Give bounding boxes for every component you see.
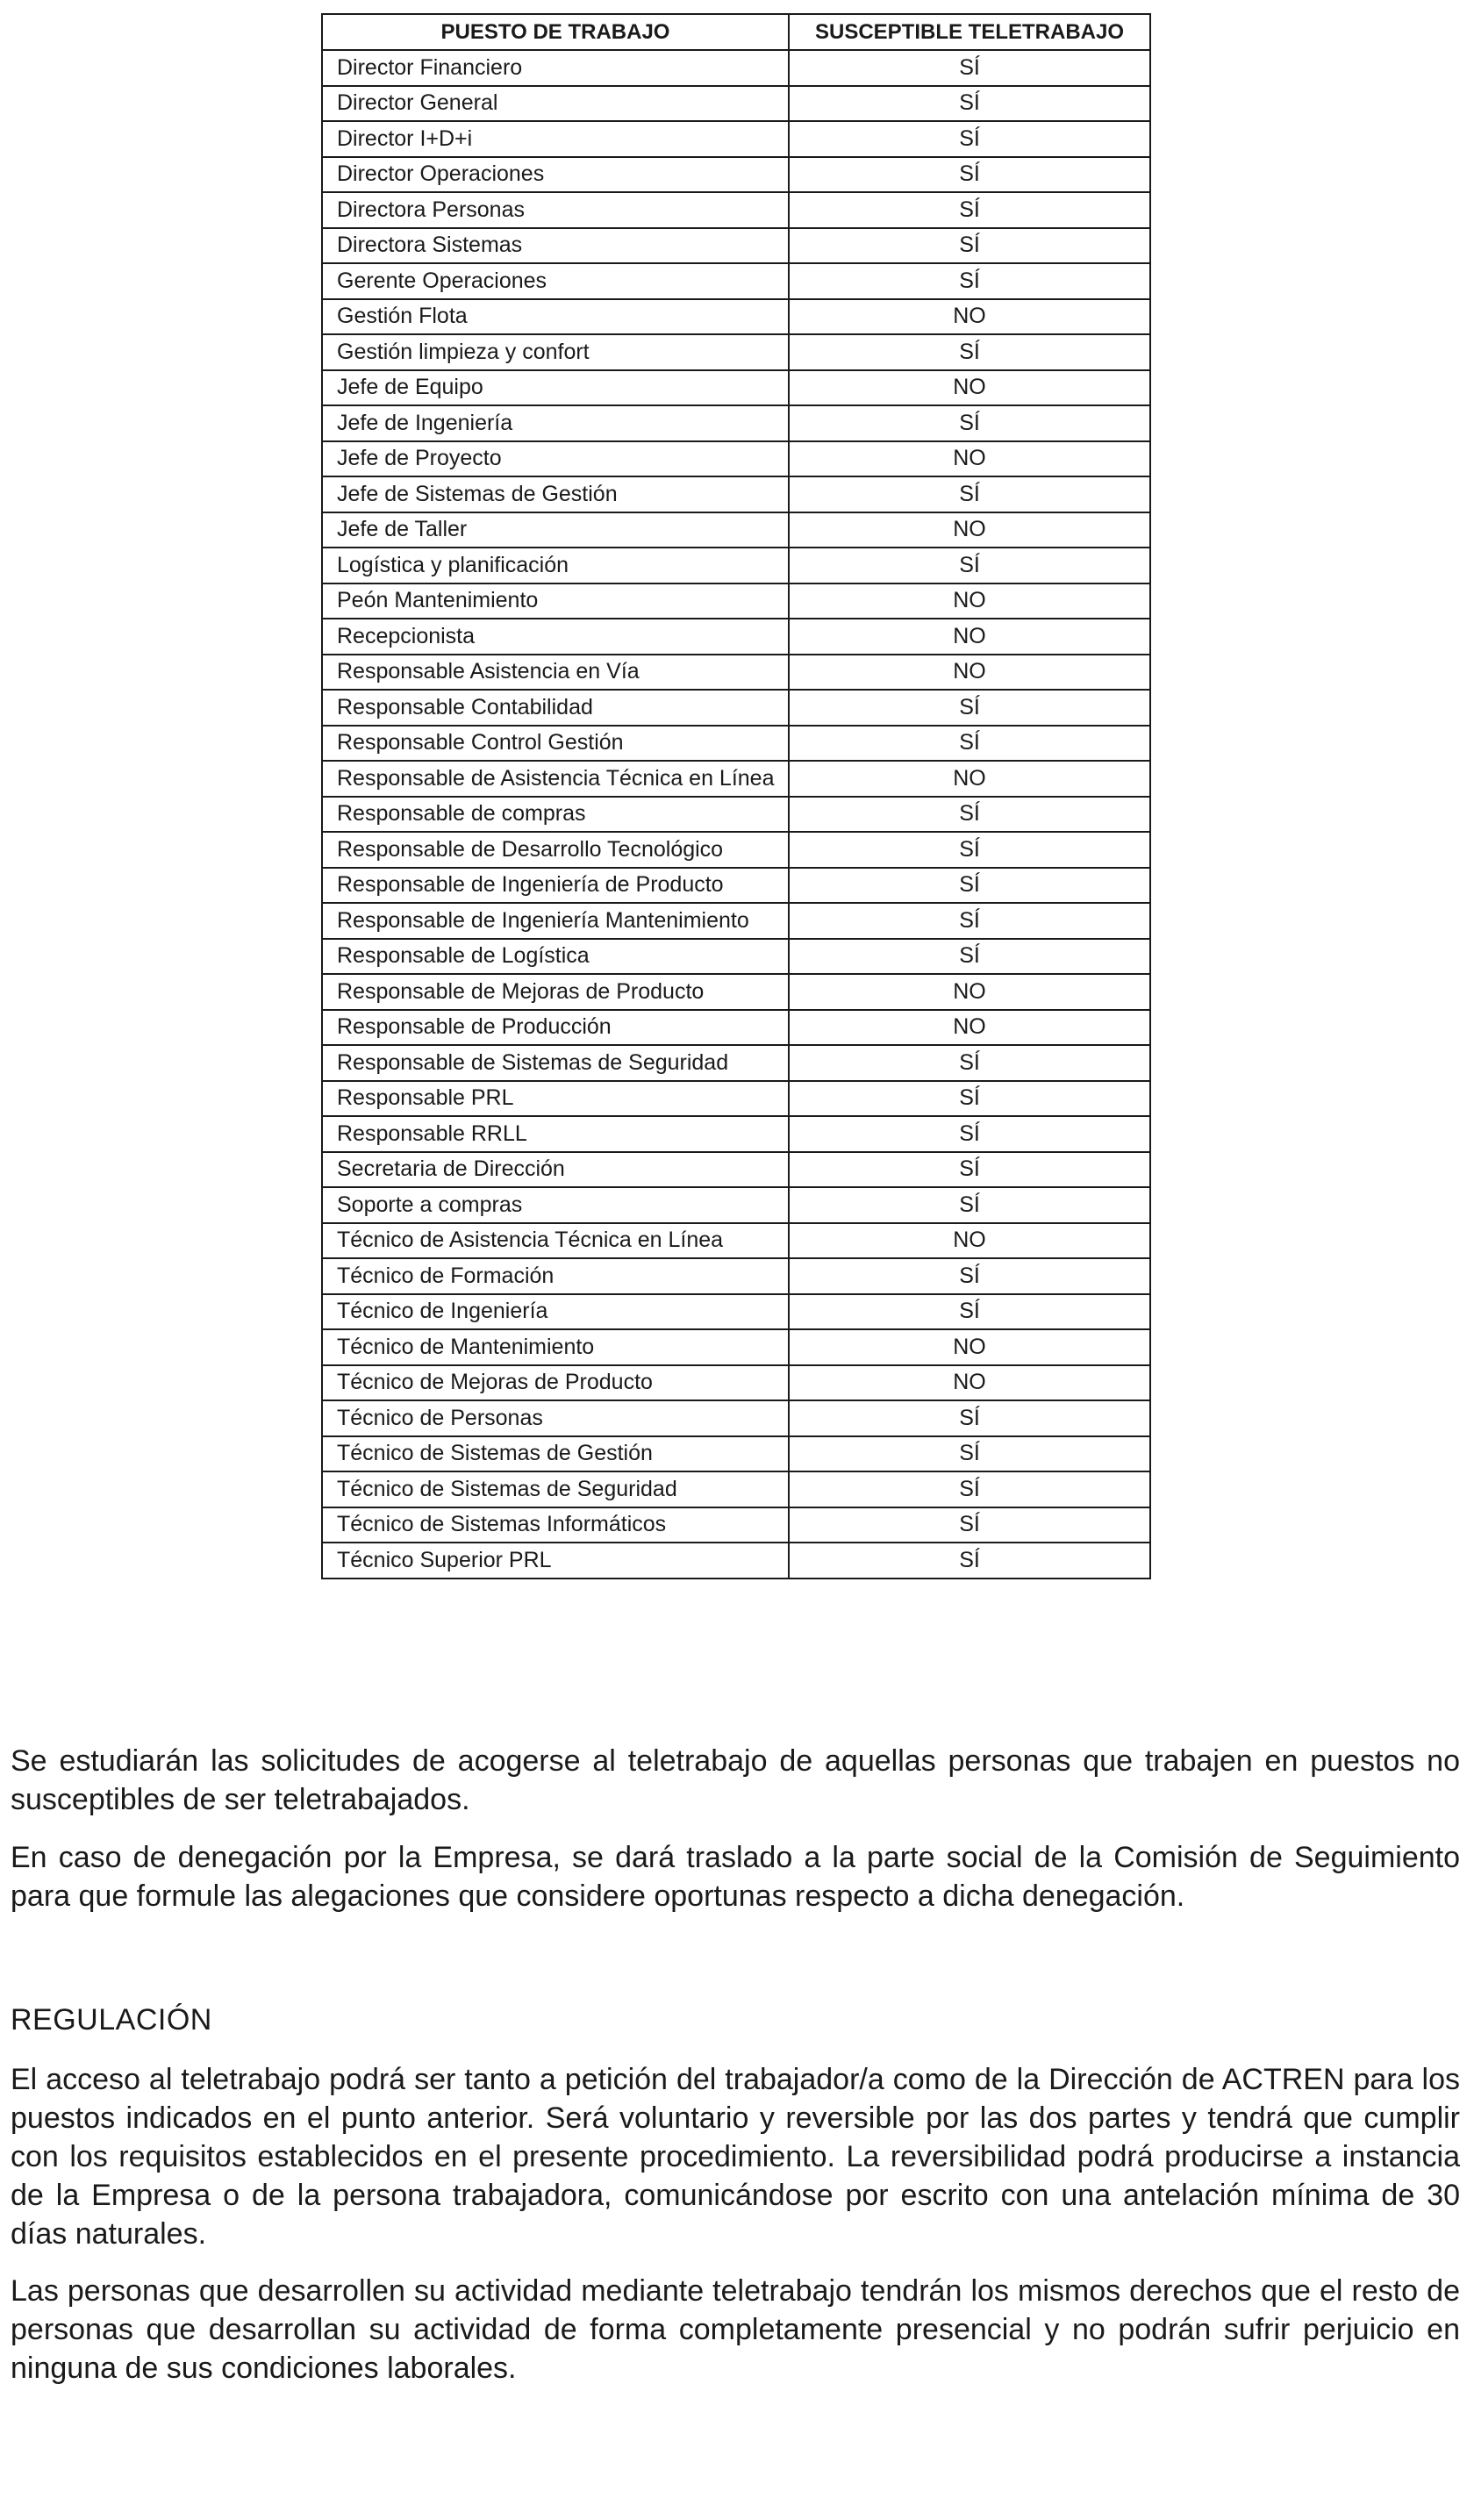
table-row	[322, 1400, 1150, 1436]
telework-eligibility-cell: SÍ	[789, 832, 1150, 868]
position-cell: Gestión limpieza y confort	[322, 334, 789, 370]
telework-eligibility-cell: SÍ	[789, 939, 1150, 975]
telework-eligibility-cell: NO	[789, 512, 1150, 548]
telework-eligibility-cell: SÍ	[789, 86, 1150, 122]
table-row	[322, 370, 1150, 406]
position-cell: Director Financiero	[322, 50, 789, 86]
table-row	[322, 1010, 1150, 1046]
table-row	[322, 690, 1150, 726]
position-cell: Responsable RRLL	[322, 1116, 789, 1152]
position-cell: Técnico de Mantenimiento	[322, 1329, 789, 1365]
position-cell: Recepcionista	[322, 619, 789, 655]
position-cell: Técnico de Asistencia Técnica en Línea	[322, 1223, 789, 1259]
telework-eligibility-cell: SÍ	[789, 1436, 1150, 1472]
telework-eligibility-cell: NO	[789, 1010, 1150, 1046]
position-cell: Técnico de Mejoras de Producto	[322, 1365, 789, 1401]
table-row	[322, 1081, 1150, 1117]
table-row	[322, 832, 1150, 868]
telework-eligibility-cell: SÍ	[789, 1294, 1150, 1330]
telework-eligibility-cell: SÍ	[789, 263, 1150, 299]
position-cell: Responsable de Producción	[322, 1010, 789, 1046]
table-row	[322, 1365, 1150, 1401]
table-row	[322, 939, 1150, 975]
telework-eligibility-cell: NO	[789, 761, 1150, 797]
column-header-position: PUESTO DE TRABAJO	[322, 14, 789, 50]
position-cell: Jefe de Equipo	[322, 370, 789, 406]
table-row	[322, 1152, 1150, 1188]
telework-eligibility-cell: SÍ	[789, 1471, 1150, 1507]
telework-eligibility-cell: SÍ	[789, 1543, 1150, 1579]
telework-eligibility-cell: SÍ	[789, 548, 1150, 583]
table-row	[322, 441, 1150, 477]
telework-eligibility-cell: NO	[789, 370, 1150, 406]
table-row	[322, 1187, 1150, 1223]
position-cell: Responsable Contabilidad	[322, 690, 789, 726]
telework-eligibility-cell: SÍ	[789, 228, 1150, 264]
telework-eligibility-cell: SÍ	[789, 157, 1150, 193]
table-row	[322, 583, 1150, 619]
table-row	[322, 121, 1150, 157]
table-body	[322, 50, 1150, 1579]
table-row	[322, 761, 1150, 797]
telework-eligibility-cell: SÍ	[789, 797, 1150, 833]
paragraph-rights: Las personas que desarrollen su actividad mediante teletrabajo tendrán los mismos derechos que el resto de personas que desarrollan su actividad de forma completamente presencial y no podrán sufrir perjuicio en ninguna de sus condiciones laborales.	[11, 2274, 1460, 2385]
position-cell: Responsable de Sistemas de Seguridad	[322, 1045, 789, 1081]
telework-eligibility-cell: SÍ	[789, 1258, 1150, 1294]
telework-eligibility-cell: SÍ	[789, 1045, 1150, 1081]
position-cell: Director I+D+i	[322, 121, 789, 157]
telework-eligibility-cell: NO	[789, 441, 1150, 477]
position-cell: Técnico de Sistemas de Gestión	[322, 1436, 789, 1472]
table-row	[322, 1258, 1150, 1294]
table-row	[322, 619, 1150, 655]
position-cell: Técnico de Formación	[322, 1258, 789, 1294]
table-row	[322, 797, 1150, 833]
telework-eligibility-cell: SÍ	[789, 1507, 1150, 1543]
table-row	[322, 548, 1150, 583]
telework-eligibility-cell: SÍ	[789, 334, 1150, 370]
telework-eligibility-cell: SÍ	[789, 1116, 1150, 1152]
position-cell: Logística y planificación	[322, 548, 789, 583]
telework-eligibility-cell: NO	[789, 299, 1150, 335]
telework-eligibility-cell: NO	[789, 1223, 1150, 1259]
telework-eligibility-cell: SÍ	[789, 1152, 1150, 1188]
telework-eligibility-cell: SÍ	[789, 903, 1150, 939]
position-cell: Responsable de compras	[322, 797, 789, 833]
telework-positions-table	[321, 13, 1151, 1579]
position-cell: Directora Personas	[322, 192, 789, 228]
position-cell: Responsable de Asistencia Técnica en Línea	[322, 761, 789, 797]
telework-eligibility-cell: SÍ	[789, 405, 1150, 441]
table-row	[322, 86, 1150, 122]
position-cell: Responsable de Ingeniería Mantenimiento	[322, 903, 789, 939]
table-row	[322, 1543, 1150, 1579]
position-cell: Jefe de Ingeniería	[322, 405, 789, 441]
position-cell: Gestión Flota	[322, 299, 789, 335]
position-cell: Responsable de Ingeniería de Producto	[322, 868, 789, 904]
table-row	[322, 1294, 1150, 1330]
column-header-telework: SUSCEPTIBLE TELETRABAJO	[789, 14, 1150, 50]
telework-eligibility-cell: SÍ	[789, 1187, 1150, 1223]
table-row	[322, 476, 1150, 512]
position-cell: Responsable de Desarrollo Tecnológico	[322, 832, 789, 868]
position-cell: Técnico Superior PRL	[322, 1543, 789, 1579]
table-header-row	[322, 14, 1150, 50]
table-row	[322, 1507, 1150, 1543]
table-row	[322, 726, 1150, 762]
table-row	[322, 1471, 1150, 1507]
telework-eligibility-cell: SÍ	[789, 868, 1150, 904]
telework-eligibility-cell: NO	[789, 1329, 1150, 1365]
telework-eligibility-cell: SÍ	[789, 1081, 1150, 1117]
table-row	[322, 228, 1150, 264]
paragraph-access: El acceso al teletrabajo podrá ser tanto a petición del trabajador/a como de la Dirección de ACTREN para los puestos indicados en el punto anterior. Será voluntario y reversible por las dos partes y tendrá que cumplir con los requisitos establecidos en el presente procedimiento. La reversibilidad podrá producirse a instancia de la Empresa o de la persona trabajadora, comunicándose por escrito con una antelación mínima de 30 días naturales.	[11, 2063, 1460, 2251]
paragraph-requests: Se estudiarán las solicitudes de acogerse al teletrabajo de aquellas personas que trabajen en puestos no susceptibles de ser teletrabajados.	[11, 1744, 1460, 1816]
table-row	[322, 192, 1150, 228]
position-cell: Jefe de Proyecto	[322, 441, 789, 477]
telework-eligibility-cell: NO	[789, 619, 1150, 655]
position-cell: Director Operaciones	[322, 157, 789, 193]
table-row	[322, 903, 1150, 939]
position-cell: Soporte a compras	[322, 1187, 789, 1223]
telework-eligibility-cell: SÍ	[789, 50, 1150, 86]
position-cell: Técnico de Personas	[322, 1400, 789, 1436]
telework-eligibility-cell: SÍ	[789, 121, 1150, 157]
position-cell: Responsable Control Gestión	[322, 726, 789, 762]
position-cell: Técnico de Ingeniería	[322, 1294, 789, 1330]
position-cell: Técnico de Sistemas Informáticos	[322, 1507, 789, 1543]
telework-eligibility-cell: NO	[789, 655, 1150, 691]
position-cell: Jefe de Taller	[322, 512, 789, 548]
table-row	[322, 1223, 1150, 1259]
position-cell: Responsable Asistencia en Vía	[322, 655, 789, 691]
position-cell: Directora Sistemas	[322, 228, 789, 264]
table-row	[322, 1045, 1150, 1081]
table-row	[322, 405, 1150, 441]
position-cell: Gerente Operaciones	[322, 263, 789, 299]
position-cell: Responsable de Logística	[322, 939, 789, 975]
telework-eligibility-cell: NO	[789, 974, 1150, 1010]
table-row	[322, 512, 1150, 548]
telework-eligibility-cell: SÍ	[789, 690, 1150, 726]
table-row	[322, 868, 1150, 904]
telework-eligibility-cell: NO	[789, 1365, 1150, 1401]
telework-eligibility-cell: SÍ	[789, 726, 1150, 762]
position-cell: Director General	[322, 86, 789, 122]
table-row	[322, 1329, 1150, 1365]
paragraph-denial: En caso de denegación por la Empresa, se dará traslado a la parte social de la Comisión de Seguimiento para que formule las alegaciones que considere oportunas respecto a dicha denegación.	[11, 1841, 1460, 1913]
table-row	[322, 655, 1150, 691]
position-cell: Responsable PRL	[322, 1081, 789, 1117]
telework-eligibility-cell: SÍ	[789, 1400, 1150, 1436]
position-cell: Secretaria de Dirección	[322, 1152, 789, 1188]
table-row	[322, 50, 1150, 86]
table-row	[322, 263, 1150, 299]
position-cell: Jefe de Sistemas de Gestión	[322, 476, 789, 512]
table-row	[322, 1116, 1150, 1152]
table-row	[322, 334, 1150, 370]
table-row	[322, 1436, 1150, 1472]
table-row	[322, 157, 1150, 193]
position-cell: Peón Mantenimiento	[322, 583, 789, 619]
table-row	[322, 974, 1150, 1010]
telework-eligibility-cell: SÍ	[789, 192, 1150, 228]
telework-eligibility-cell: SÍ	[789, 476, 1150, 512]
telework-eligibility-cell: NO	[789, 583, 1150, 619]
position-cell: Técnico de Sistemas de Seguridad	[322, 1471, 789, 1507]
position-cell: Responsable de Mejoras de Producto	[322, 974, 789, 1010]
section-heading-regulation: REGULACIÓN	[11, 2003, 212, 2037]
table-row	[322, 299, 1150, 335]
